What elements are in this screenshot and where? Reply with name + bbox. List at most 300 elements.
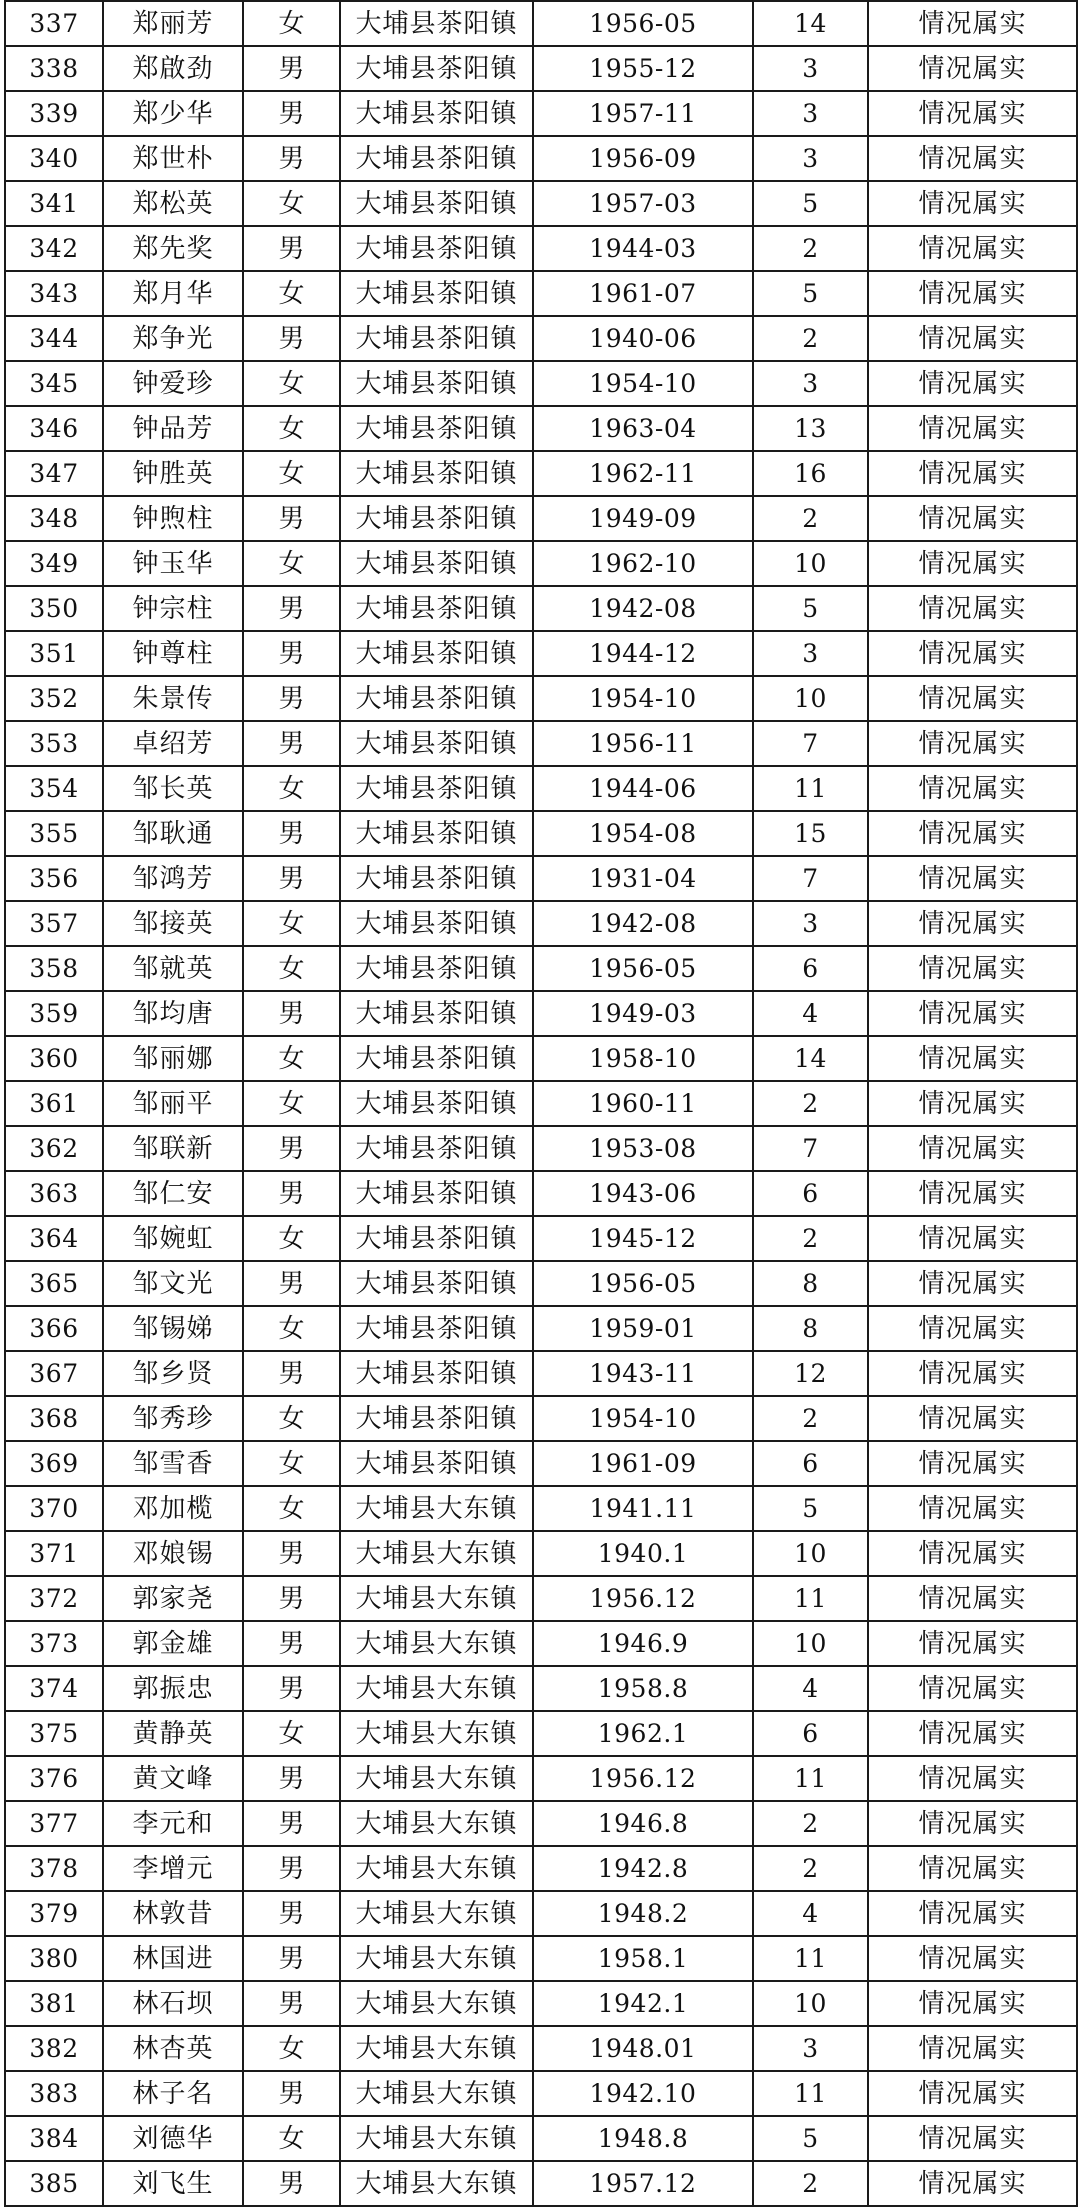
address-cell: 大埔县茶阳镇 xyxy=(340,1081,533,1126)
address-cell: 大埔县大东镇 xyxy=(340,1981,533,2026)
count-cell: 13 xyxy=(753,406,868,451)
person-name-cell: 郑松英 xyxy=(103,181,243,226)
gender-cell: 男 xyxy=(243,46,340,91)
status-cell: 情况属实 xyxy=(868,46,1077,91)
gender-cell: 男 xyxy=(243,991,340,1036)
table-row xyxy=(5,1486,1077,1531)
gender-cell: 女 xyxy=(243,1486,340,1531)
gender-cell: 男 xyxy=(243,2071,340,2116)
status-cell: 情况属实 xyxy=(868,316,1077,361)
date-cell: 1942.10 xyxy=(533,2071,753,2116)
table-row xyxy=(5,1801,1077,1846)
row-number-cell: 377 xyxy=(5,1801,103,1846)
person-name-cell: 钟品芳 xyxy=(103,406,243,451)
date-cell: 1942.8 xyxy=(533,1846,753,1891)
table-row xyxy=(5,316,1077,361)
person-name-cell: 邹雪香 xyxy=(103,1441,243,1486)
date-cell: 1956.12 xyxy=(533,1576,753,1621)
date-cell: 1949-09 xyxy=(533,496,753,541)
person-name-cell: 卓绍芳 xyxy=(103,721,243,766)
address-cell: 大埔县大东镇 xyxy=(340,1576,533,1621)
count-cell: 6 xyxy=(753,1711,868,1756)
count-cell: 7 xyxy=(753,1126,868,1171)
address-cell: 大埔县茶阳镇 xyxy=(340,226,533,271)
date-cell: 1946.9 xyxy=(533,1621,753,1666)
date-cell: 1940-06 xyxy=(533,316,753,361)
date-cell: 1956-11 xyxy=(533,721,753,766)
row-number-cell: 382 xyxy=(5,2026,103,2071)
status-cell: 情况属实 xyxy=(868,811,1077,856)
table-row xyxy=(5,1756,1077,1801)
person-name-cell: 李增元 xyxy=(103,1846,243,1891)
date-cell: 1946.8 xyxy=(533,1801,753,1846)
row-number-cell: 337 xyxy=(5,1,103,46)
address-cell: 大埔县大东镇 xyxy=(340,1486,533,1531)
table-row xyxy=(5,541,1077,586)
count-cell: 5 xyxy=(753,2116,868,2161)
roster-table xyxy=(4,0,1078,2207)
status-cell: 情况属实 xyxy=(868,1081,1077,1126)
table-row xyxy=(5,2026,1077,2071)
date-cell: 1962-10 xyxy=(533,541,753,586)
gender-cell: 男 xyxy=(243,586,340,631)
table-row xyxy=(5,271,1077,316)
date-cell: 1948.2 xyxy=(533,1891,753,1936)
row-number-cell: 372 xyxy=(5,1576,103,1621)
row-number-cell: 373 xyxy=(5,1621,103,1666)
date-cell: 1955-12 xyxy=(533,46,753,91)
count-cell: 2 xyxy=(753,1081,868,1126)
person-name-cell: 邹丽娜 xyxy=(103,1036,243,1081)
gender-cell: 男 xyxy=(243,1351,340,1396)
row-number-cell: 362 xyxy=(5,1126,103,1171)
status-cell: 情况属实 xyxy=(868,1531,1077,1576)
person-name-cell: 钟煦柱 xyxy=(103,496,243,541)
row-number-cell: 342 xyxy=(5,226,103,271)
row-number-cell: 353 xyxy=(5,721,103,766)
person-name-cell: 邓娘锡 xyxy=(103,1531,243,1576)
status-cell: 情况属实 xyxy=(868,1486,1077,1531)
table-row xyxy=(5,811,1077,856)
row-number-cell: 357 xyxy=(5,901,103,946)
date-cell: 1962.1 xyxy=(533,1711,753,1756)
date-cell: 1958-10 xyxy=(533,1036,753,1081)
row-number-cell: 375 xyxy=(5,1711,103,1756)
count-cell: 2 xyxy=(753,1801,868,1846)
status-cell: 情况属实 xyxy=(868,1756,1077,1801)
table-row xyxy=(5,1846,1077,1891)
address-cell: 大埔县茶阳镇 xyxy=(340,991,533,1036)
row-number-cell: 343 xyxy=(5,271,103,316)
person-name-cell: 钟宗柱 xyxy=(103,586,243,631)
gender-cell: 女 xyxy=(243,1,340,46)
status-cell: 情况属实 xyxy=(868,1126,1077,1171)
count-cell: 3 xyxy=(753,2026,868,2071)
count-cell: 8 xyxy=(753,1306,868,1351)
date-cell: 1948.01 xyxy=(533,2026,753,2071)
count-cell: 2 xyxy=(753,316,868,361)
row-number-cell: 384 xyxy=(5,2116,103,2161)
row-number-cell: 359 xyxy=(5,991,103,1036)
status-cell: 情况属实 xyxy=(868,271,1077,316)
row-number-cell: 370 xyxy=(5,1486,103,1531)
count-cell: 6 xyxy=(753,1171,868,1216)
count-cell: 6 xyxy=(753,946,868,991)
address-cell: 大埔县茶阳镇 xyxy=(340,1,533,46)
address-cell: 大埔县大东镇 xyxy=(340,1801,533,1846)
count-cell: 15 xyxy=(753,811,868,856)
count-cell: 14 xyxy=(753,1036,868,1081)
person-name-cell: 邹秀珍 xyxy=(103,1396,243,1441)
date-cell: 1956.12 xyxy=(533,1756,753,1801)
status-cell: 情况属实 xyxy=(868,991,1077,1036)
count-cell: 3 xyxy=(753,136,868,181)
gender-cell: 女 xyxy=(243,271,340,316)
count-cell: 10 xyxy=(753,541,868,586)
gender-cell: 女 xyxy=(243,946,340,991)
address-cell: 大埔县茶阳镇 xyxy=(340,91,533,136)
count-cell: 11 xyxy=(753,1936,868,1981)
table-row xyxy=(5,2161,1077,2206)
table-row xyxy=(5,1,1077,46)
row-number-cell: 371 xyxy=(5,1531,103,1576)
status-cell: 情况属实 xyxy=(868,496,1077,541)
table-row xyxy=(5,1396,1077,1441)
person-name-cell: 黄静英 xyxy=(103,1711,243,1756)
address-cell: 大埔县茶阳镇 xyxy=(340,496,533,541)
status-cell: 情况属实 xyxy=(868,586,1077,631)
date-cell: 1958.8 xyxy=(533,1666,753,1711)
address-cell: 大埔县茶阳镇 xyxy=(340,1036,533,1081)
address-cell: 大埔县茶阳镇 xyxy=(340,631,533,676)
gender-cell: 女 xyxy=(243,541,340,586)
status-cell: 情况属实 xyxy=(868,856,1077,901)
count-cell: 10 xyxy=(753,1621,868,1666)
person-name-cell: 林石坝 xyxy=(103,1981,243,2026)
gender-cell: 男 xyxy=(243,226,340,271)
address-cell: 大埔县茶阳镇 xyxy=(340,46,533,91)
address-cell: 大埔县茶阳镇 xyxy=(340,316,533,361)
person-name-cell: 邹联新 xyxy=(103,1126,243,1171)
date-cell: 1942.1 xyxy=(533,1981,753,2026)
person-name-cell: 朱景传 xyxy=(103,676,243,721)
person-name-cell: 郑丽芳 xyxy=(103,1,243,46)
person-name-cell: 邹就英 xyxy=(103,946,243,991)
table-row xyxy=(5,1531,1077,1576)
gender-cell: 男 xyxy=(243,1801,340,1846)
table-row xyxy=(5,406,1077,451)
row-number-cell: 340 xyxy=(5,136,103,181)
row-number-cell: 338 xyxy=(5,46,103,91)
count-cell: 14 xyxy=(753,1,868,46)
date-cell: 1956-09 xyxy=(533,136,753,181)
status-cell: 情况属实 xyxy=(868,946,1077,991)
status-cell: 情况属实 xyxy=(868,721,1077,766)
row-number-cell: 351 xyxy=(5,631,103,676)
gender-cell: 男 xyxy=(243,1936,340,1981)
row-number-cell: 347 xyxy=(5,451,103,496)
count-cell: 11 xyxy=(753,2071,868,2116)
gender-cell: 女 xyxy=(243,1036,340,1081)
table-row xyxy=(5,91,1077,136)
date-cell: 1956-05 xyxy=(533,1,753,46)
status-cell: 情况属实 xyxy=(868,1846,1077,1891)
table-row xyxy=(5,1126,1077,1171)
date-cell: 1958.1 xyxy=(533,1936,753,1981)
count-cell: 5 xyxy=(753,181,868,226)
status-cell: 情况属实 xyxy=(868,136,1077,181)
status-cell: 情况属实 xyxy=(868,1801,1077,1846)
count-cell: 11 xyxy=(753,1576,868,1621)
count-cell: 2 xyxy=(753,1216,868,1261)
table-row xyxy=(5,1711,1077,1756)
date-cell: 1942-08 xyxy=(533,901,753,946)
address-cell: 大埔县大东镇 xyxy=(340,1891,533,1936)
row-number-cell: 341 xyxy=(5,181,103,226)
table-row xyxy=(5,1306,1077,1351)
row-number-cell: 346 xyxy=(5,406,103,451)
person-name-cell: 邹长英 xyxy=(103,766,243,811)
person-name-cell: 郑月华 xyxy=(103,271,243,316)
row-number-cell: 366 xyxy=(5,1306,103,1351)
person-name-cell: 郭振忠 xyxy=(103,1666,243,1711)
gender-cell: 男 xyxy=(243,1981,340,2026)
table-row xyxy=(5,1936,1077,1981)
date-cell: 1953-08 xyxy=(533,1126,753,1171)
row-number-cell: 369 xyxy=(5,1441,103,1486)
row-number-cell: 385 xyxy=(5,2161,103,2206)
gender-cell: 男 xyxy=(243,1576,340,1621)
address-cell: 大埔县茶阳镇 xyxy=(340,586,533,631)
count-cell: 11 xyxy=(753,1756,868,1801)
address-cell: 大埔县茶阳镇 xyxy=(340,406,533,451)
date-cell: 1949-03 xyxy=(533,991,753,1036)
row-number-cell: 349 xyxy=(5,541,103,586)
table-row xyxy=(5,586,1077,631)
table-row xyxy=(5,946,1077,991)
row-number-cell: 339 xyxy=(5,91,103,136)
table-row xyxy=(5,1576,1077,1621)
person-name-cell: 邹接英 xyxy=(103,901,243,946)
row-number-cell: 374 xyxy=(5,1666,103,1711)
date-cell: 1956-05 xyxy=(533,946,753,991)
person-name-cell: 郭金雄 xyxy=(103,1621,243,1666)
address-cell: 大埔县茶阳镇 xyxy=(340,361,533,406)
status-cell: 情况属实 xyxy=(868,1936,1077,1981)
address-cell: 大埔县茶阳镇 xyxy=(340,271,533,316)
gender-cell: 男 xyxy=(243,1126,340,1171)
gender-cell: 男 xyxy=(243,856,340,901)
count-cell: 10 xyxy=(753,1981,868,2026)
row-number-cell: 381 xyxy=(5,1981,103,2026)
status-cell: 情况属实 xyxy=(868,1306,1077,1351)
table-row xyxy=(5,631,1077,676)
status-cell: 情况属实 xyxy=(868,226,1077,271)
row-number-cell: 360 xyxy=(5,1036,103,1081)
address-cell: 大埔县茶阳镇 xyxy=(340,1171,533,1216)
table-row xyxy=(5,676,1077,721)
status-cell: 情况属实 xyxy=(868,2071,1077,2116)
gender-cell: 男 xyxy=(243,91,340,136)
row-number-cell: 354 xyxy=(5,766,103,811)
date-cell: 1940.1 xyxy=(533,1531,753,1576)
person-name-cell: 邹乡贤 xyxy=(103,1351,243,1396)
gender-cell: 男 xyxy=(243,1531,340,1576)
address-cell: 大埔县大东镇 xyxy=(340,1936,533,1981)
status-cell: 情况属实 xyxy=(868,676,1077,721)
count-cell: 3 xyxy=(753,901,868,946)
status-cell: 情况属实 xyxy=(868,1036,1077,1081)
date-cell: 1941.11 xyxy=(533,1486,753,1531)
gender-cell: 女 xyxy=(243,1216,340,1261)
status-cell: 情况属实 xyxy=(868,1621,1077,1666)
status-cell: 情况属实 xyxy=(868,2161,1077,2206)
person-name-cell: 邹文光 xyxy=(103,1261,243,1306)
table-row xyxy=(5,46,1077,91)
gender-cell: 女 xyxy=(243,1306,340,1351)
address-cell: 大埔县茶阳镇 xyxy=(340,541,533,586)
table-row xyxy=(5,1351,1077,1396)
table-row xyxy=(5,361,1077,406)
count-cell: 7 xyxy=(753,856,868,901)
row-number-cell: 352 xyxy=(5,676,103,721)
person-name-cell: 刘德华 xyxy=(103,2116,243,2161)
status-cell: 情况属实 xyxy=(868,766,1077,811)
address-cell: 大埔县茶阳镇 xyxy=(340,136,533,181)
date-cell: 1963-04 xyxy=(533,406,753,451)
count-cell: 10 xyxy=(753,676,868,721)
gender-cell: 男 xyxy=(243,2161,340,2206)
date-cell: 1957-03 xyxy=(533,181,753,226)
date-cell: 1961-07 xyxy=(533,271,753,316)
person-name-cell: 林子名 xyxy=(103,2071,243,2116)
row-number-cell: 363 xyxy=(5,1171,103,1216)
table-row xyxy=(5,496,1077,541)
count-cell: 11 xyxy=(753,766,868,811)
row-number-cell: 365 xyxy=(5,1261,103,1306)
table-row xyxy=(5,1036,1077,1081)
person-name-cell: 林敦昔 xyxy=(103,1891,243,1936)
address-cell: 大埔县大东镇 xyxy=(340,2026,533,2071)
row-number-cell: 361 xyxy=(5,1081,103,1126)
gender-cell: 女 xyxy=(243,901,340,946)
count-cell: 2 xyxy=(753,496,868,541)
gender-cell: 女 xyxy=(243,2116,340,2161)
person-name-cell: 林国进 xyxy=(103,1936,243,1981)
date-cell: 1942-08 xyxy=(533,586,753,631)
table-row xyxy=(5,451,1077,496)
address-cell: 大埔县大东镇 xyxy=(340,2071,533,2116)
person-name-cell: 郑争光 xyxy=(103,316,243,361)
status-cell: 情况属实 xyxy=(868,1441,1077,1486)
address-cell: 大埔县茶阳镇 xyxy=(340,1126,533,1171)
table-row xyxy=(5,226,1077,271)
status-cell: 情况属实 xyxy=(868,361,1077,406)
gender-cell: 女 xyxy=(243,2026,340,2071)
status-cell: 情况属实 xyxy=(868,1216,1077,1261)
gender-cell: 男 xyxy=(243,496,340,541)
row-number-cell: 356 xyxy=(5,856,103,901)
row-number-cell: 376 xyxy=(5,1756,103,1801)
row-number-cell: 380 xyxy=(5,1936,103,1981)
count-cell: 5 xyxy=(753,271,868,316)
count-cell: 4 xyxy=(753,1666,868,1711)
person-name-cell: 刘飞生 xyxy=(103,2161,243,2206)
count-cell: 4 xyxy=(753,991,868,1036)
table-row xyxy=(5,901,1077,946)
count-cell: 2 xyxy=(753,1846,868,1891)
count-cell: 6 xyxy=(753,1441,868,1486)
date-cell: 1944-06 xyxy=(533,766,753,811)
status-cell: 情况属实 xyxy=(868,1576,1077,1621)
person-name-cell: 郑先奖 xyxy=(103,226,243,271)
date-cell: 1945-12 xyxy=(533,1216,753,1261)
status-cell: 情况属实 xyxy=(868,1351,1077,1396)
date-cell: 1944-03 xyxy=(533,226,753,271)
date-cell: 1959-01 xyxy=(533,1306,753,1351)
status-cell: 情况属实 xyxy=(868,91,1077,136)
row-number-cell: 345 xyxy=(5,361,103,406)
address-cell: 大埔县茶阳镇 xyxy=(340,181,533,226)
gender-cell: 女 xyxy=(243,1081,340,1126)
address-cell: 大埔县茶阳镇 xyxy=(340,1261,533,1306)
date-cell: 1962-11 xyxy=(533,451,753,496)
roster-table-body xyxy=(5,1,1077,2206)
person-name-cell: 郑少华 xyxy=(103,91,243,136)
address-cell: 大埔县大东镇 xyxy=(340,1756,533,1801)
gender-cell: 女 xyxy=(243,181,340,226)
table-row xyxy=(5,1621,1077,1666)
row-number-cell: 344 xyxy=(5,316,103,361)
row-number-cell: 368 xyxy=(5,1396,103,1441)
person-name-cell: 钟尊柱 xyxy=(103,631,243,676)
gender-cell: 女 xyxy=(243,1441,340,1486)
gender-cell: 男 xyxy=(243,676,340,721)
count-cell: 3 xyxy=(753,361,868,406)
address-cell: 大埔县茶阳镇 xyxy=(340,1216,533,1261)
date-cell: 1954-10 xyxy=(533,361,753,406)
person-name-cell: 李元和 xyxy=(103,1801,243,1846)
address-cell: 大埔县大东镇 xyxy=(340,2116,533,2161)
address-cell: 大埔县大东镇 xyxy=(340,1846,533,1891)
person-name-cell: 邹均唐 xyxy=(103,991,243,1036)
table-row xyxy=(5,1891,1077,1936)
person-name-cell: 钟玉华 xyxy=(103,541,243,586)
status-cell: 情况属实 xyxy=(868,1396,1077,1441)
status-cell: 情况属实 xyxy=(868,1891,1077,1936)
person-name-cell: 黄文峰 xyxy=(103,1756,243,1801)
row-number-cell: 379 xyxy=(5,1891,103,1936)
count-cell: 5 xyxy=(753,1486,868,1531)
address-cell: 大埔县大东镇 xyxy=(340,1621,533,1666)
gender-cell: 男 xyxy=(243,1891,340,1936)
person-name-cell: 钟胜英 xyxy=(103,451,243,496)
gender-cell: 男 xyxy=(243,1621,340,1666)
date-cell: 1960-11 xyxy=(533,1081,753,1126)
gender-cell: 女 xyxy=(243,1711,340,1756)
gender-cell: 男 xyxy=(243,1756,340,1801)
table-row xyxy=(5,1666,1077,1711)
gender-cell: 女 xyxy=(243,1396,340,1441)
status-cell: 情况属实 xyxy=(868,1,1077,46)
gender-cell: 男 xyxy=(243,721,340,766)
row-number-cell: 348 xyxy=(5,496,103,541)
date-cell: 1957-11 xyxy=(533,91,753,136)
table-row xyxy=(5,136,1077,181)
person-name-cell: 邹仁安 xyxy=(103,1171,243,1216)
count-cell: 3 xyxy=(753,631,868,676)
person-name-cell: 邹锡娣 xyxy=(103,1306,243,1351)
